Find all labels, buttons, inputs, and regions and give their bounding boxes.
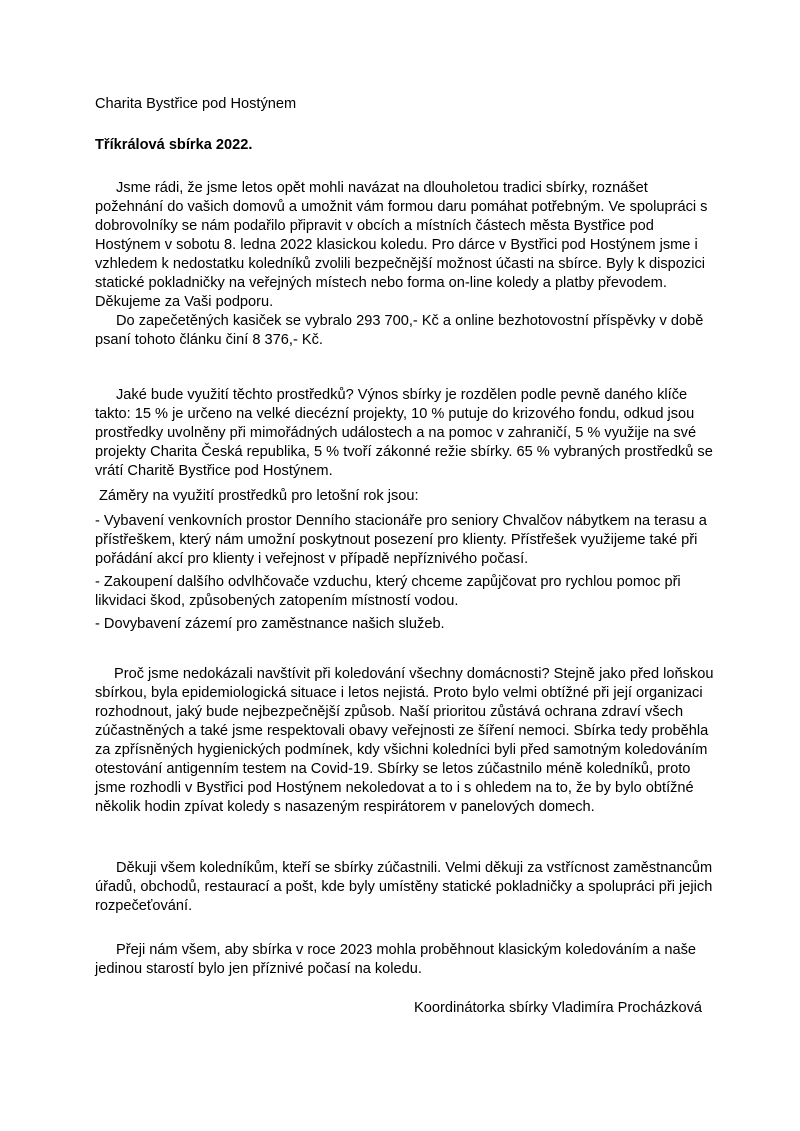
coordinator-signature: Koordinátorka sbírky Vladimíra Procházková: [414, 1000, 702, 1016]
document-title: Tříkrálová sbírka 2022.: [95, 137, 253, 153]
plan-item-3: - Dovybavení zázemí pro zaměstnance našich služeb.: [95, 616, 445, 632]
paragraph-intro: Jsme rádi, že jsme letos opět mohli navázat na dlouholetou tradici sbírky, roznášet požehnání do vašich domovů a umožnit vám formou daru pomáhat potřebným. Ve spolupráci s dobrovolníky se nám podařilo připravit v obcích a místních částech města Bystřice pod Hostýnem v sobotu 8. ledna 2022 klasickou koledu. Pro dárce v Bystřici pod Hostýnem jsme i vzhledem k nedostatku koledníků zvolili bezpečnější možnost účasti na sbírce. Byly k dispozici statické pokladničky na veřejných místech nebo forma on-line koledy a platby převodem. Děkujeme za Vaši podporu.: [95, 180, 708, 310]
plan-item-2: - Zakoupení dalšího odvlhčovače vzduchu, který chceme zapůjčovat pro rychlou pomoc při likvidaci škod, způsobených zatopením místností vodou.: [95, 574, 681, 609]
paragraph-usage-of-funds: Jaké bude využití těchto prostředků? Výnos sbírky je rozdělen podle pevně daného klíče takto: 15 % je určeno na velké diecézní projekty, 10 % putuje do krizového fondu, odkud jsou prostředky uvolněny při mimořádných událostech a na pomoc v zahraničí, 5 % využije na své projekty Charita Česká republika, 5 % tvoří zákonné režie sbírky. 65 % vybraných prostředků se vrátí Charitě Bystřice pod Hostýnem.: [95, 387, 713, 479]
paragraph-thanks: Děkuji všem koledníkům, kteří se sbírky zúčastnili. Velmi děkuji za vstřícnost zaměstnancům úřadů, obchodů, restaurací a pošt, kde byly umístěny statické pokladničky a spolupráci při jejich rozpečeťování.: [95, 860, 713, 914]
organization-name: Charita Bystřice pod Hostýnem: [95, 96, 297, 112]
paragraph-wish: Přeji nám všem, aby sbírka v roce 2023 mohla proběhnout klasickým koledováním a naše jedinou starostí bylo jen příznivé počasí na koledu.: [95, 942, 696, 977]
paragraph-visits-explanation: Proč jsme nedokázali navštívit při koledování všechny domácnosti? Stejně jako před loňskou sbírkou, byla epidemiologická situace i letos nejistá. Proto bylo velmi obtížné při její organizaci rozhodnout, jaký bude nejbezpečnější způsob. Naší prioritou zůstává ochrana zdraví všech zúčastněných a také jsme respektovali obavy veřejnosti ze šíření nemoci. Sbírka tedy proběhla za zpřísněných hygienických podmínek, kdy všichni koledníci byli před samotným koledováním otestování antigenním testem na Covid-19. Sbírky se letos zúčastnilo méně koledníků, proto jsme rozhodli v Bystřici pod Hostýnem nekoledovat a to i s ohledem na to, že by bylo obtížné několik hodin zpívat koledy s nasazeným respirátorem v panelových domech.: [95, 666, 714, 815]
plans-intro: Záměry na využití prostředků pro letošní rok jsou:: [99, 488, 419, 504]
paragraph-collected-amount: Do zapečetěných kasiček se vybralo 293 700,- Kč a online bezhotovostní příspěvky v době psaní tohoto článku činí 8 376,- Kč.: [95, 313, 704, 348]
plan-item-1: - Vybavení venkovních prostor Denního stacionáře pro seniory Chvalčov nábytkem na terasu a přístřeškem, který nám umožní poskytnout posezení pro klienty. Přístřešek využijeme také při pořádání akcí pro klienty i veřejnost v případě nepříznivého počasí.: [95, 513, 707, 567]
